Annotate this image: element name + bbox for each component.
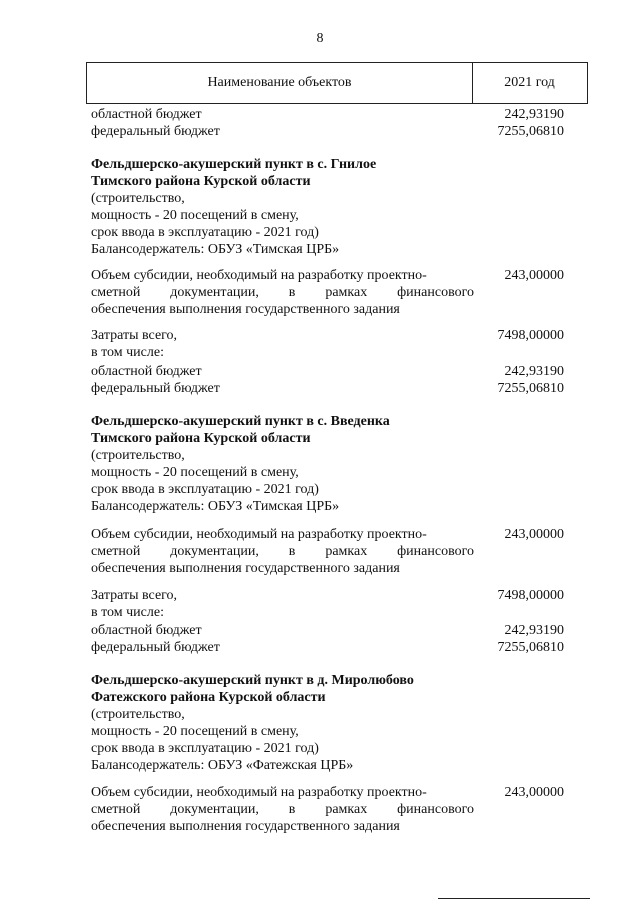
federal-budget-value: 7255,06810 bbox=[497, 381, 564, 396]
row-federal-value: 7255,06810 bbox=[497, 124, 564, 139]
subsidy-value: 243,00000 bbox=[504, 268, 564, 283]
object-detail: (строительство, bbox=[91, 448, 185, 463]
footer-rule bbox=[438, 898, 590, 899]
subsidy-line: Объем субсидии, необходимый на разработку проектно- bbox=[91, 785, 427, 800]
object-detail: мощность - 20 посещений в смену, bbox=[91, 724, 299, 739]
subsidy-line: сметной документации, в рамках финансового bbox=[91, 544, 474, 559]
subsidy-line: обеспечения выполнения государственного задания bbox=[91, 561, 400, 576]
subsidy-line: сметной документации, в рамках финансового bbox=[91, 802, 474, 817]
regional-budget-value: 242,93190 bbox=[504, 364, 564, 379]
table-header bbox=[86, 62, 588, 104]
federal-budget-label: федеральный бюджет bbox=[91, 640, 220, 655]
cost-total-label: Затраты всего, bbox=[91, 588, 178, 603]
federal-budget-label: федеральный бюджет bbox=[91, 381, 220, 396]
subsidy-value: 243,00000 bbox=[504, 527, 564, 542]
cost-total-value: 7498,00000 bbox=[497, 588, 564, 603]
object-detail: мощность - 20 посещений в смену, bbox=[91, 208, 299, 223]
column-header-year: 2021 год bbox=[504, 75, 555, 90]
including-label: в том числе: bbox=[91, 345, 164, 360]
subsidy-line: обеспечения выполнения государственного задания bbox=[91, 819, 400, 834]
regional-budget-value: 242,93190 bbox=[504, 623, 564, 638]
object-title-line1: Фельдшерско-акушерский пункт в д. Миролюбово bbox=[91, 673, 414, 688]
row-federal-label: федеральный бюджет bbox=[91, 124, 220, 139]
page-number: 8 bbox=[316, 31, 324, 46]
including-label: в том числе: bbox=[91, 605, 164, 620]
subsidy-value: 243,00000 bbox=[504, 785, 564, 800]
object-detail: мощность - 20 посещений в смену, bbox=[91, 465, 299, 480]
object-holder: Балансодержатель: ОБУЗ «Тимская ЦРБ» bbox=[91, 499, 340, 514]
subsidy-line: Объем субсидии, необходимый на разработку проектно- bbox=[91, 268, 427, 283]
object-detail: (строительство, bbox=[91, 191, 185, 206]
regional-budget-label: областной бюджет bbox=[91, 364, 202, 379]
row-regional-label: областной бюджет bbox=[91, 107, 202, 122]
subsidy-line: обеспечения выполнения государственного задания bbox=[91, 302, 400, 317]
subsidy-line: Объем субсидии, необходимый на разработку проектно- bbox=[91, 527, 427, 542]
object-title-line1: Фельдшерско-акушерский пункт в с. Введенка bbox=[91, 414, 390, 429]
subsidy-line: сметной документации, в рамках финансового bbox=[91, 285, 474, 300]
object-detail: (строительство, bbox=[91, 707, 185, 722]
object-title-line2: Тимского района Курской области bbox=[91, 174, 311, 189]
cost-total-label: Затраты всего, bbox=[91, 328, 178, 343]
object-title-line2: Тимского района Курской области bbox=[91, 431, 311, 446]
column-header-name: Наименование объектов bbox=[87, 63, 473, 103]
regional-budget-label: областной бюджет bbox=[91, 623, 202, 638]
object-holder: Балансодержатель: ОБУЗ «Фатежская ЦРБ» bbox=[91, 758, 354, 773]
object-holder: Балансодержатель: ОБУЗ «Тимская ЦРБ» bbox=[91, 242, 340, 257]
federal-budget-value: 7255,06810 bbox=[497, 640, 564, 655]
object-detail: срок ввода в эксплуатацию - 2021 год) bbox=[91, 482, 319, 497]
object-detail: срок ввода в эксплуатацию - 2021 год) bbox=[91, 225, 319, 240]
object-title-line1: Фельдшерско-акушерский пункт в с. Гнилое bbox=[91, 157, 377, 172]
object-detail: срок ввода в эксплуатацию - 2021 год) bbox=[91, 741, 319, 756]
cost-total-value: 7498,00000 bbox=[497, 328, 564, 343]
object-title-line2: Фатежского района Курской области bbox=[91, 690, 326, 705]
row-regional-value: 242,93190 bbox=[504, 107, 564, 122]
